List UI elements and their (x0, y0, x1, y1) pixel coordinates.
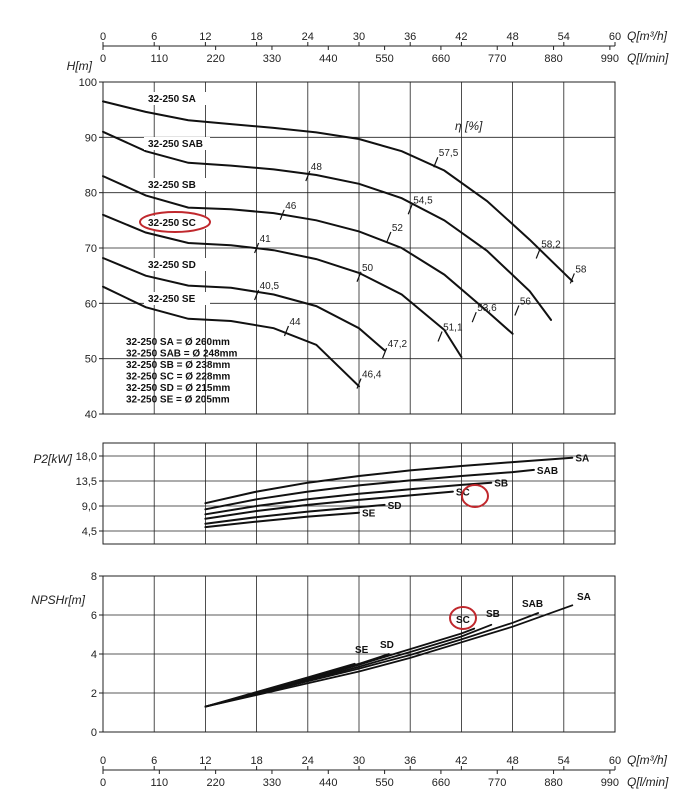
npsh-curve-label: SB (486, 609, 500, 620)
head-curve-32-250-sa (103, 101, 572, 281)
top-m3h-tick-label: 60 (608, 31, 622, 43)
head-curve-label: 32-250 SA (148, 94, 196, 105)
efficiency-label: 57,5 (438, 148, 459, 160)
top-m3h-tick-label: 48 (506, 31, 519, 43)
y-tick-label: 4 (90, 649, 97, 661)
efficiency-label: 40,5 (259, 281, 280, 293)
y-tick-label: 40 (84, 409, 97, 421)
diameter-legend-item: 32-250 SE = Ø 205mm (126, 394, 230, 406)
y-tick-label: 0 (90, 727, 97, 739)
bottom-lmin-tick-label: 440 (319, 777, 338, 789)
bottom-lmin-axis-label: Q[l/min] (627, 775, 669, 789)
npsh-curve-label: SC (456, 615, 470, 626)
bottom-m3h-tick-label: 6 (151, 755, 158, 767)
y-tick-label: 8 (90, 571, 97, 583)
efficiency-label: 47,2 (387, 339, 408, 351)
power-curve-label: SB (494, 478, 509, 490)
efficiency-label: 48 (310, 162, 322, 174)
bottom-lmin-tick-label: 0 (99, 777, 107, 789)
diameter-legend-item: 32-250 SA = Ø 260mm (126, 337, 230, 348)
top-m3h-tick-label: 24 (301, 31, 314, 43)
bottom-m3h-tick-label: 36 (404, 755, 417, 767)
y-tick-label: 9,0 (81, 501, 97, 513)
efficiency-label: 44 (289, 317, 301, 328)
efficiency-label: 58 (575, 264, 587, 276)
npsh-curve-label: SA (577, 592, 591, 603)
bottom-lmin-tick-label: 990 (600, 777, 620, 789)
top-lmin-tick-label: 440 (319, 53, 338, 65)
bottom-m3h-tick-label: 0 (99, 755, 107, 767)
power-panel (33, 443, 615, 544)
top-m3h-tick-label: 12 (199, 31, 212, 43)
efficiency-label: 51,1 (443, 322, 463, 334)
top-m3h-tick-label: 6 (151, 31, 158, 43)
diameter-legend-item: 32-250 SC = Ø 228mm (126, 371, 231, 383)
y-tick-label: 13,5 (75, 476, 97, 488)
y-tick-label: 50 (84, 353, 97, 366)
bottom-m3h-tick-label: 48 (506, 755, 519, 767)
bottom-m3h-tick-label: 54 (557, 755, 570, 767)
bottom-m3h-tick-label: 42 (455, 755, 468, 767)
y-tick-label: 100 (78, 77, 97, 89)
head-curve-label: 32-250 SD (148, 260, 196, 271)
npsh-curve-label: SD (380, 640, 394, 651)
top-lmin-tick-label: 330 (262, 53, 282, 65)
npsh-curve-label: SE (355, 645, 369, 656)
power-curve-label: SAB (536, 465, 559, 477)
top-flow-axis (100, 29, 669, 65)
efficiency-label: 41 (259, 234, 271, 245)
power-curve-label: SC (455, 487, 470, 499)
top-lmin-tick-label: 880 (544, 53, 563, 65)
head-curve-label: 32-250 SAB (148, 139, 204, 150)
y-tick-label: 80 (84, 187, 97, 200)
top-lmin-tick-label: 770 (488, 53, 507, 65)
efficiency-tick (536, 249, 540, 259)
bottom-lmin-tick-label: 550 (375, 777, 394, 789)
efficiency-tick (438, 332, 442, 342)
bottom-m3h-tick-label: 18 (250, 755, 263, 767)
bottom-lmin-tick-label: 220 (206, 777, 225, 789)
bottom-flow-axis (100, 753, 669, 789)
top-lmin-tick-label: 990 (600, 53, 620, 65)
power-curve-label: SE (362, 508, 376, 520)
top-m3h-axis-label: Q[m³/h] (627, 29, 668, 43)
efficiency-axis-label: η [%] (455, 119, 483, 133)
efficiency-label: 52 (391, 222, 403, 234)
diameter-legend-item: 32-250 SD = Ø 215mm (126, 383, 231, 394)
head-curve-label: 32-250 SC (148, 218, 196, 229)
bottom-lmin-tick-label: 880 (544, 777, 563, 789)
top-m3h-tick-label: 36 (404, 31, 417, 43)
diameter-legend-item: 32-250 SB = Ø 238mm (126, 360, 231, 371)
power-curve-label: SA (575, 453, 590, 465)
top-lmin-axis-label: Q[l/min] (627, 51, 669, 65)
efficiency-tick (387, 232, 391, 242)
bottom-m3h-tick-label: 60 (608, 755, 622, 767)
y-axis-label: H[m] (66, 59, 92, 73)
top-m3h-tick-label: 30 (352, 31, 366, 43)
top-lmin-tick-label: 550 (375, 53, 394, 65)
top-m3h-tick-label: 54 (557, 31, 570, 43)
top-m3h-tick-label: 42 (455, 31, 468, 43)
bottom-m3h-tick-label: 24 (301, 755, 314, 767)
npsh-curve-label: SAB (522, 599, 544, 610)
top-m3h-tick-label: 18 (250, 31, 263, 43)
top-lmin-tick-label: 220 (206, 53, 225, 65)
y-tick-label: 70 (84, 243, 97, 255)
efficiency-label: 54,5 (413, 195, 433, 207)
y-axis-label: NPSHr[m] (31, 593, 85, 607)
diameter-legend (126, 337, 238, 406)
npsh-curve-se (205, 664, 354, 707)
bottom-lmin-tick-label: 110 (150, 777, 169, 789)
bottom-lmin-tick-label: 770 (488, 777, 507, 789)
npsh-panel (31, 571, 615, 739)
bottom-lmin-tick-label: 330 (262, 777, 282, 789)
y-tick-label: 60 (84, 298, 97, 311)
top-lmin-tick-label: 660 (431, 53, 451, 65)
y-tick-label: 18,0 (75, 451, 97, 463)
head-panel (67, 59, 615, 421)
efficiency-label: 58,2 (541, 239, 561, 251)
bottom-lmin-tick-label: 660 (431, 777, 451, 789)
efficiency-tick (472, 312, 476, 322)
efficiency-label: 46,4 (362, 369, 382, 381)
bottom-m3h-tick-label: 12 (199, 755, 212, 767)
power-curve-label: SD (387, 500, 402, 512)
y-tick-label: 4,5 (81, 526, 97, 538)
diameter-legend-item: 32-250 SAB = Ø 248mm (126, 348, 238, 360)
efficiency-label: 56 (519, 296, 531, 308)
efficiency-label: 50 (362, 262, 374, 274)
efficiency-tick (515, 306, 519, 316)
top-m3h-tick-label: 0 (99, 31, 107, 43)
top-lmin-tick-label: 110 (150, 53, 169, 65)
head-curve-label: 32-250 SE (148, 294, 196, 305)
y-tick-label: 2 (90, 688, 97, 700)
y-tick-label: 6 (90, 610, 97, 622)
y-axis-label: P2[kW] (33, 452, 72, 466)
y-tick-label: 90 (84, 132, 97, 145)
efficiency-label: 46 (285, 200, 297, 212)
head-curve-32-250-sc (103, 215, 461, 357)
bottom-m3h-tick-label: 30 (352, 755, 366, 767)
top-lmin-tick-label: 0 (99, 53, 107, 65)
efficiency-label: 53,6 (477, 303, 497, 315)
head-curve-label: 32-250 SB (148, 180, 196, 191)
bottom-m3h-axis-label: Q[m³/h] (627, 753, 668, 767)
